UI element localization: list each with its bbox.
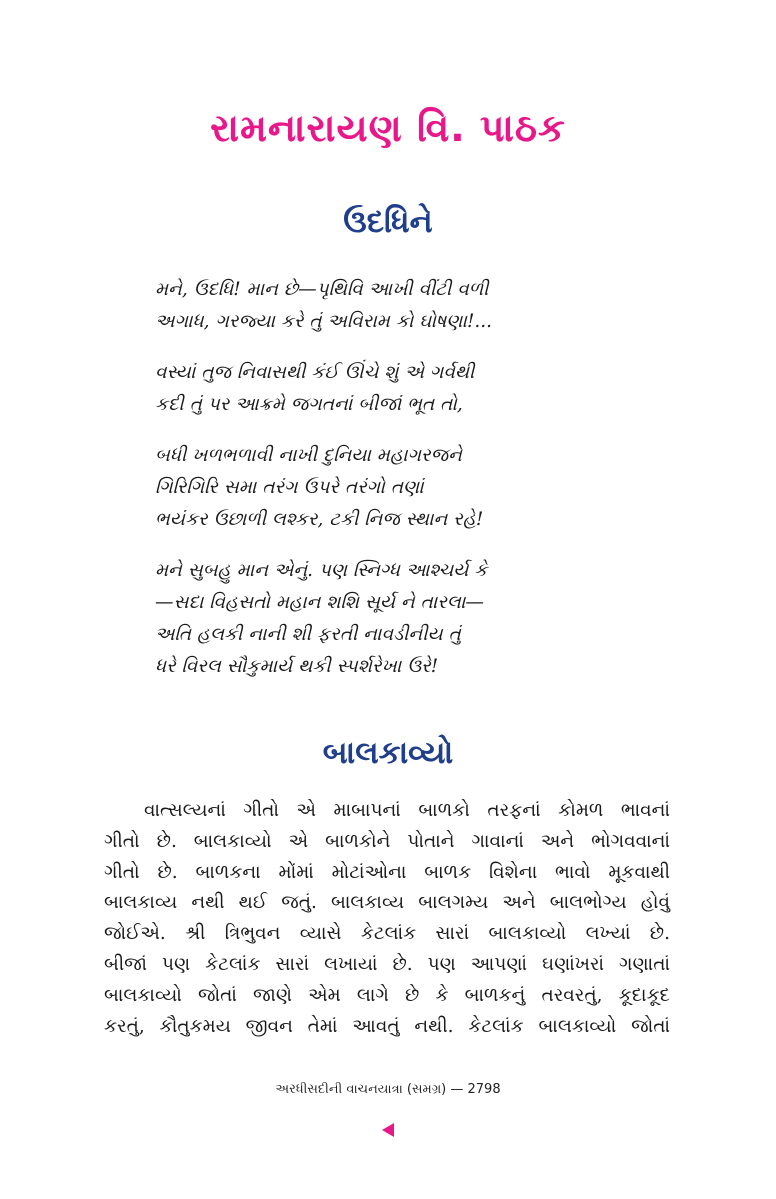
essay-line: ગીતો છે. બાળકના મોંમાં મોટાંઓના બાળક વિશેના ભાવો મૂકવાથી: [104, 861, 670, 883]
essay-line: વાત્સલ્યનાં ગીતો એ માબાપનાં બાળકો તરફનાં કોમળ ભાવનાં: [144, 800, 670, 821]
poem-line: વસ્યાં તુજ નિવાસથી કંઈ ઊંચે શું એ ગર્વથી: [155, 362, 475, 383]
poem-line: અગાધ, ગરજ્યા કરે તું અવિરામ કો ઘોષણા!...: [155, 311, 493, 332]
author-name: રામનારાયણ વિ. પાઠક: [210, 106, 566, 150]
poem-title: ઉદધિને: [343, 204, 433, 240]
poem-stanza: [155, 274, 595, 338]
essay-paragraph: [104, 796, 670, 1042]
essay-line: ગીતો છે. બાલકાવ્યો એ બાળકોને પોતાને ગાવાનાં અને ભોગવવાનાં: [104, 830, 670, 852]
essay-line: બાલકાવ્ય નથી થઈ જતું. બાલકાવ્ય બાલગમ્ય અને બાલભોગ્ય હોવું: [104, 892, 670, 914]
poem-line: અતિ હલકી નાની શી ફરતી નાવડીનીય તું: [155, 624, 461, 645]
essay-line: કરતું, કૌતુકમય જીવન તેમાં આવતું નથી. કેટલાંક બાલકાવ્યો જોતાં: [104, 1015, 670, 1037]
poem-stanza: [155, 357, 595, 421]
poem-line: —સદા વિહસતો મહાન શશિ સૂર્ય ને તારલા—: [155, 592, 484, 613]
poem-line: ગિરિગિરિ સમા તરંગ ઉપરે તરંગો તણાં: [155, 477, 424, 498]
poem-body: [155, 274, 595, 702]
essay-title: બાલકાવ્યો: [322, 735, 454, 771]
poem-line: ભયંકર ઉછાળી લશ્કર, ટકી નિજ સ્થાન રહે!: [155, 509, 484, 530]
poem-line: કદી તું પર આક્રમે જગતનાં બીજાં ભૂત તો,: [155, 394, 463, 415]
page-footer: અરધીસદીની વાચનયાત્રા (સમગ્ર) — 2798: [275, 1082, 501, 1097]
poem-stanza: [155, 440, 595, 536]
essay-line: બીજાં પણ કેટલાંક સારાં લખાયાં છે. પણ આપણાં ઘણાંખરાં ગણાતાં: [104, 953, 670, 975]
poem-stanza: [155, 555, 595, 683]
poem-line: ધરે વિરલ સૌકુમાર્ય થકી સ્પર્શરેખા ઉરે!: [155, 656, 439, 677]
previous-page-button[interactable]: [378, 1120, 398, 1140]
poem-line: બધી ખળભળાવી નાખી દુનિયા મહાગરજને: [155, 445, 462, 466]
poem-line: મને સુબહુ માન એનું. પણ સ્નિગ્ધ આશ્ચર્ય કે: [155, 560, 488, 581]
previous-page-icon: [382, 1123, 394, 1137]
poem-line: મને, ઉદધિ! માન છે—પૃથિવિ આખી વીંટી વળી: [155, 279, 489, 300]
essay-line: બાલકાવ્યો જોતાં જાણે એમ લાગે છે કે બાળકનું તરવરતું, કૂદાકૂદ: [104, 984, 670, 1006]
essay-line: જોઈએ. શ્રી ત્રિભુવન વ્યાસે કેટલાંક સારાં બાલકાવ્યો લખ્યાં છે.: [104, 923, 670, 945]
